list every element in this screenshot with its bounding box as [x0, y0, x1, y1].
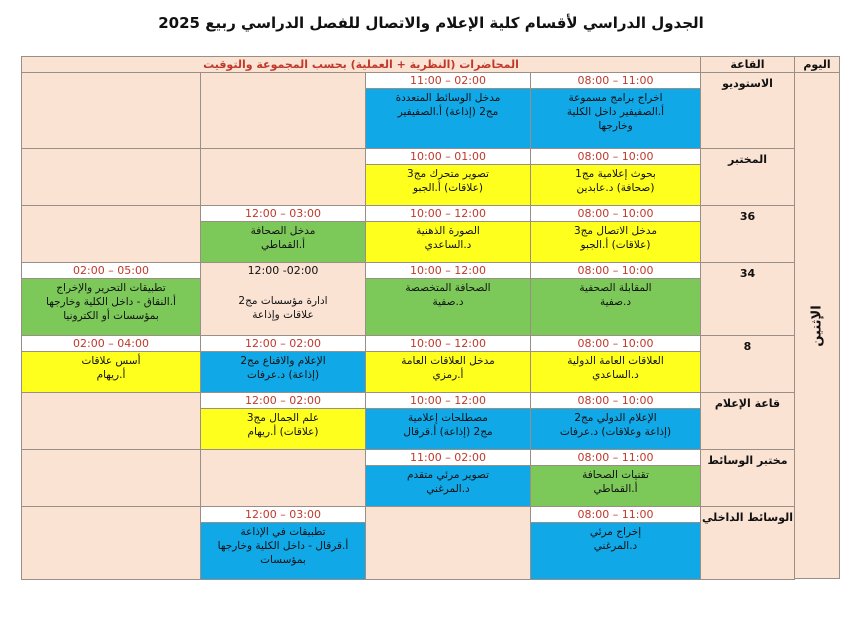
slot-time: 12:00 -02:00 — [200, 262, 366, 279]
slot-course — [530, 465, 701, 507]
slot-course — [530, 221, 701, 263]
class-slot[interactable] — [530, 335, 701, 393]
slot-time: 12:00 – 02:00 — [200, 392, 366, 409]
slot-course — [365, 408, 531, 450]
empty-cell — [200, 148, 366, 206]
room-cell: الاستوديو — [700, 72, 795, 149]
empty-cell — [200, 72, 366, 149]
class-slot[interactable] — [530, 262, 701, 336]
slot-time: 08:00 – 10:00 — [530, 262, 701, 279]
course-detail: (علاقات) أ.الجبو — [580, 239, 651, 251]
slot-course — [365, 351, 531, 393]
room-cell: قاعة الإعلام — [700, 392, 795, 450]
slot-course — [200, 351, 366, 393]
class-slot[interactable] — [365, 148, 531, 206]
slot-course — [365, 278, 531, 336]
slot-course — [365, 221, 531, 263]
slot-time: 08:00 – 10:00 — [530, 335, 701, 352]
slot-time: 12:00 – 02:00 — [200, 335, 366, 352]
class-slot[interactable] — [200, 506, 366, 580]
day-label: الإثنين — [809, 304, 825, 347]
class-slot[interactable] — [530, 205, 701, 263]
course-title: تقنيات الصحافة — [582, 469, 649, 481]
slot-time: 02:00 – 05:00 — [21, 262, 201, 279]
page-title: الجدول الدراسي لأقسام كلية الإعلام والاتصال للفصل الدراسي ربيع 2025 — [158, 14, 704, 32]
empty-cell — [21, 205, 201, 263]
course-detail: أ.القماطي — [593, 483, 638, 495]
empty-cell — [21, 506, 201, 580]
course-title: اخراج برامج مسموعة — [568, 92, 663, 104]
room-cell: 8 — [700, 335, 795, 393]
course-detail: أ.قرقال - داخل الكلية وخارجها — [217, 540, 349, 552]
class-slot[interactable] — [530, 392, 701, 450]
class-slot[interactable] — [365, 205, 531, 263]
course-detail: د.المرغني — [593, 540, 638, 552]
course-detail: د.صفية — [599, 296, 632, 308]
day-cell — [794, 72, 840, 579]
class-slot[interactable] — [530, 449, 701, 507]
empty-cell — [365, 506, 531, 580]
class-slot[interactable] — [365, 72, 531, 149]
class-slot[interactable] — [365, 262, 531, 336]
empty-cell — [21, 72, 201, 149]
slot-time: 12:00 – 03:00 — [200, 205, 366, 222]
course-detail: بمؤسسات أو الكترونيا — [63, 310, 159, 322]
slot-course — [21, 351, 201, 393]
course-detail: أ.النقاق - داخل الكلية وخارجها — [46, 296, 176, 308]
course-detail: (صحافة) د.عابدين — [576, 182, 655, 194]
slot-course — [200, 278, 366, 336]
course-detail: (إذاعة) د.عرفات — [246, 369, 320, 381]
slot-course — [530, 278, 701, 336]
slot-time: 08:00 – 11:00 — [530, 506, 701, 523]
header-room: القاعة — [700, 56, 795, 73]
slot-time: 10:00 – 12:00 — [365, 262, 531, 279]
room-cell: 36 — [700, 205, 795, 263]
slot-time: 10:00 – 12:00 — [365, 392, 531, 409]
course-detail: د.الساعدي — [424, 239, 472, 251]
course-title: تطبيقات التحرير والإخراج — [56, 282, 166, 294]
slot-time: 11:00 – 02:00 — [365, 449, 531, 466]
course-title: أسس علاقات — [81, 355, 141, 367]
course-title: العلاقات العامة الدولية — [567, 355, 664, 367]
slot-course — [530, 88, 701, 149]
slot-course — [365, 164, 531, 206]
room-cell: 34 — [700, 262, 795, 336]
slot-time: 08:00 – 11:00 — [530, 72, 701, 89]
slot-course — [530, 164, 701, 206]
course-detail: (إذاعة وعلاقات) د.عرفات — [559, 426, 672, 438]
slot-time: 12:00 – 03:00 — [200, 506, 366, 523]
class-slot[interactable] — [530, 148, 701, 206]
header-lectures: المحاضرات (النظرية + العملية) بحسب المجموعة والتوقيت — [21, 56, 701, 73]
slot-course — [200, 221, 366, 263]
course-title: الإعلام والاقناع مج2 — [240, 355, 326, 367]
slot-time: 10:00 – 01:00 — [365, 148, 531, 165]
slot-time: 08:00 – 10:00 — [530, 148, 701, 165]
course-detail: بمؤسسات — [260, 554, 306, 566]
class-slot[interactable] — [365, 449, 531, 507]
empty-cell — [21, 449, 201, 507]
room-cell: مختبر الوسائط — [700, 449, 795, 507]
course-title: الصورة الذهنية — [416, 225, 480, 237]
course-title: مدخل الصحافة — [250, 225, 316, 237]
slot-time: 08:00 – 10:00 — [530, 205, 701, 222]
slot-course — [530, 351, 701, 393]
course-title: مدخل الاتصال مج3 — [573, 225, 658, 237]
class-slot[interactable] — [200, 335, 366, 393]
course-detail: مج2 (إذاعة) أ.الصفيفير — [397, 106, 499, 118]
course-detail: علاقات وإذاعة — [252, 309, 314, 321]
course-title: المقابلة الصحفية — [579, 282, 652, 294]
class-slot[interactable] — [200, 205, 366, 263]
slot-course — [530, 408, 701, 450]
course-detail: (علاقات) أ.الجبو — [413, 182, 483, 194]
slot-time: 10:00 – 12:00 — [365, 205, 531, 222]
slot-course — [200, 522, 366, 580]
room-cell: المختبر — [700, 148, 795, 206]
slot-course — [365, 465, 531, 507]
course-detail: وخارجها — [598, 120, 633, 132]
room-cell: الوسائط الداخلي — [700, 506, 795, 580]
slot-time: 08:00 – 10:00 — [530, 392, 701, 409]
course-detail: د.المرغني — [426, 483, 470, 495]
slot-time: 08:00 – 11:00 — [530, 449, 701, 466]
course-detail: أ.القماطي — [260, 239, 306, 251]
course-detail: أ.رمزي — [432, 369, 464, 381]
empty-cell — [21, 148, 201, 206]
slot-time: 10:00 – 12:00 — [365, 335, 531, 352]
course-title: الإعلام الدولي مج2 — [574, 412, 657, 424]
course-detail: د.الساعدي — [592, 369, 639, 381]
empty-cell — [21, 392, 201, 450]
course-title: تصوير مرئي متقدم — [406, 469, 490, 481]
course-title: علم الجمال مج3 — [246, 412, 320, 424]
slot-time: 02:00 – 04:00 — [21, 335, 201, 352]
course-title: تطبيقات في الإذاعة — [240, 526, 326, 538]
class-slot[interactable] — [21, 335, 201, 393]
slot-course — [530, 522, 701, 580]
course-title: مدخل العلاقات العامة — [401, 355, 495, 367]
class-slot[interactable] — [365, 392, 531, 450]
course-title: ادارة مؤسسات مج2 — [238, 295, 328, 307]
slot-time: 11:00 – 02:00 — [365, 72, 531, 89]
class-slot[interactable] — [200, 262, 366, 336]
slot-course — [365, 88, 531, 149]
class-slot[interactable] — [200, 392, 366, 450]
course-title: إخراج مرئي — [589, 526, 642, 538]
slot-course — [200, 408, 366, 450]
header-day: اليوم — [794, 56, 840, 73]
slot-course — [21, 278, 201, 336]
course-title: تصوير متحرك مج3 — [407, 168, 489, 180]
empty-cell — [200, 449, 366, 507]
class-slot[interactable] — [21, 262, 201, 336]
course-title: بحوث إعلامية مج1 — [575, 168, 656, 180]
course-detail: أ.الصفيفير داخل الكلية — [566, 106, 665, 118]
course-detail: د.صفية — [432, 296, 464, 308]
course-detail: (علاقات) أ.ريهام — [247, 426, 319, 438]
course-detail: مج2 (إذاعة) أ.قرقال — [403, 426, 493, 438]
course-title: مدخل الوسائط المتعددة — [395, 92, 501, 104]
course-detail: أ.ريهام — [96, 369, 126, 381]
class-slot[interactable] — [530, 72, 701, 149]
class-slot[interactable] — [530, 506, 701, 580]
class-slot[interactable] — [365, 335, 531, 393]
course-title: مصطلحات إعلامية — [408, 412, 488, 424]
course-title: الصحافة المتخصصة — [405, 282, 491, 294]
